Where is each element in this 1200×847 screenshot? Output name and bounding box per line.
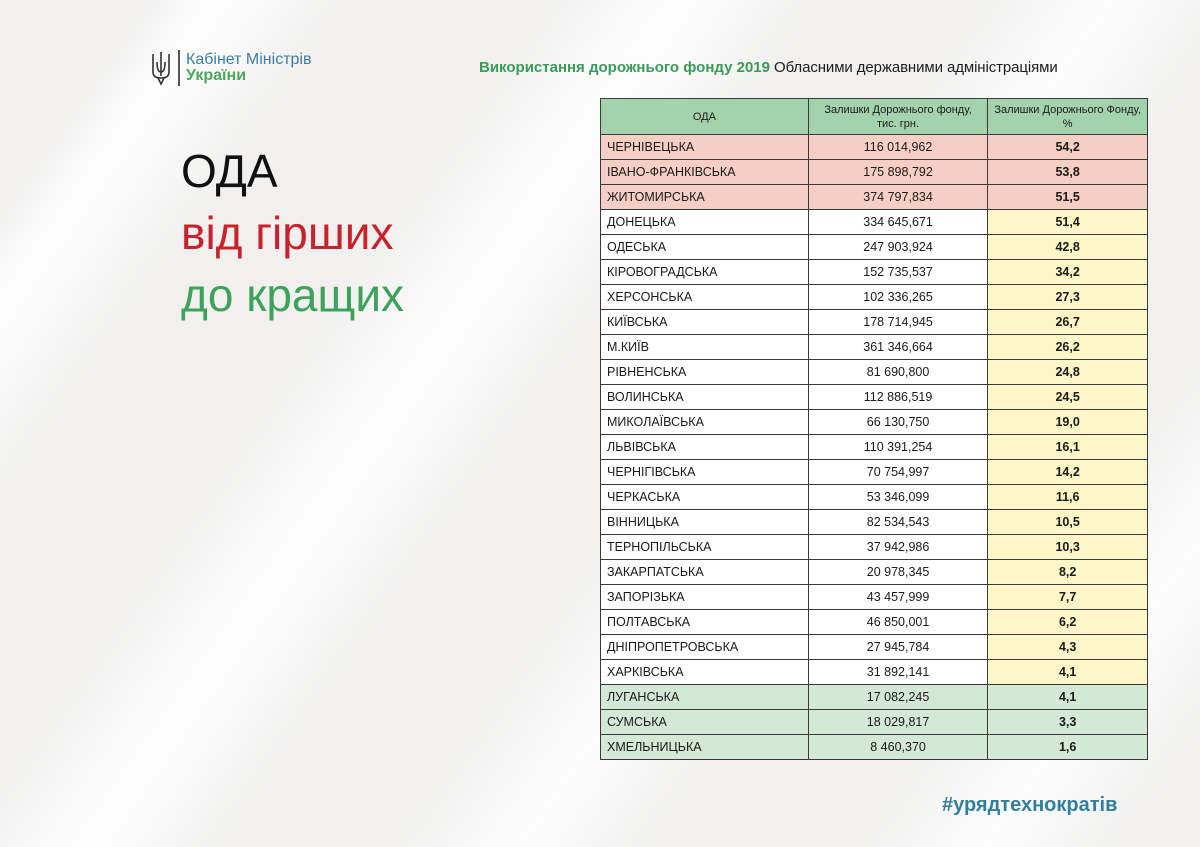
table-row xyxy=(601,635,1148,660)
balance-pct: 7,7 xyxy=(988,585,1148,610)
region-name: ЛЬВІВСЬКА xyxy=(601,435,809,460)
region-name: М.КИЇВ xyxy=(601,335,809,360)
table-row xyxy=(601,535,1148,560)
header-balance-pct: Залишки Дорожнього Фонду, % xyxy=(988,99,1148,135)
balance-uah: 247 903,924 xyxy=(808,235,988,260)
balance-uah: 8 460,370 xyxy=(808,735,988,760)
balance-pct: 11,6 xyxy=(988,485,1148,510)
region-name: ВОЛИНСЬКА xyxy=(601,385,809,410)
region-name: ХМЕЛЬНИЦЬКА xyxy=(601,735,809,760)
headline-best: до кращих xyxy=(181,269,405,321)
table-row xyxy=(601,360,1148,385)
region-name: ХАРКІВСЬКА xyxy=(601,660,809,685)
table-row xyxy=(601,410,1148,435)
balance-uah: 112 886,519 xyxy=(808,385,988,410)
balance-pct: 51,4 xyxy=(988,210,1148,235)
balance-uah: 361 346,664 xyxy=(808,335,988,360)
region-name: КИЇВСЬКА xyxy=(601,310,809,335)
table-row xyxy=(601,735,1148,760)
logo-line1: Кабінет Міністрів xyxy=(186,51,312,68)
balance-pct: 24,5 xyxy=(988,385,1148,410)
region-name: ЖИТОМИРСЬКА xyxy=(601,185,809,210)
balance-uah: 152 735,537 xyxy=(808,260,988,285)
balance-pct: 54,2 xyxy=(988,135,1148,160)
logo-line2: України xyxy=(186,67,247,84)
balance-pct: 27,3 xyxy=(988,285,1148,310)
table-row xyxy=(601,160,1148,185)
balance-uah: 102 336,265 xyxy=(808,285,988,310)
table-row xyxy=(601,560,1148,585)
balance-pct: 26,2 xyxy=(988,335,1148,360)
region-name: ВІННИЦЬКА xyxy=(601,510,809,535)
table-row xyxy=(601,260,1148,285)
table-row xyxy=(601,585,1148,610)
balance-uah: 20 978,345 xyxy=(808,560,988,585)
table-row xyxy=(601,710,1148,735)
balance-pct: 1,6 xyxy=(988,735,1148,760)
hashtag: #урядтехнократів xyxy=(942,794,1118,816)
table-row xyxy=(601,235,1148,260)
region-name: ЧЕРНІГІВСЬКА xyxy=(601,460,809,485)
table-row xyxy=(601,185,1148,210)
balance-uah: 175 898,792 xyxy=(808,160,988,185)
balance-pct: 34,2 xyxy=(988,260,1148,285)
cabinet-logo xyxy=(150,50,311,86)
balance-uah: 334 645,671 xyxy=(808,210,988,235)
balance-uah: 17 082,245 xyxy=(808,685,988,710)
region-name: ПОЛТАВСЬКА xyxy=(601,610,809,635)
table-row xyxy=(601,610,1148,635)
region-name: ЛУГАНСЬКА xyxy=(601,685,809,710)
table-row xyxy=(601,510,1148,535)
region-name: ЧЕРНІВЕЦЬКА xyxy=(601,135,809,160)
logo-divider xyxy=(178,50,180,86)
table-row xyxy=(601,685,1148,710)
region-name: ДНІПРОПЕТРОВСЬКА xyxy=(601,635,809,660)
balance-pct: 8,2 xyxy=(988,560,1148,585)
balance-uah: 110 391,254 xyxy=(808,435,988,460)
region-name: ДОНЕЦЬКА xyxy=(601,210,809,235)
region-name: МИКОЛАЇВСЬКА xyxy=(601,410,809,435)
table-row xyxy=(601,460,1148,485)
region-name: КІРОВОГРАДСЬКА xyxy=(601,260,809,285)
balance-uah: 46 850,001 xyxy=(808,610,988,635)
balance-uah: 31 892,141 xyxy=(808,660,988,685)
balance-pct: 4,1 xyxy=(988,660,1148,685)
balance-uah: 37 942,986 xyxy=(808,535,988,560)
balance-pct: 16,1 xyxy=(988,435,1148,460)
balance-pct: 24,8 xyxy=(988,360,1148,385)
balance-pct: 26,7 xyxy=(988,310,1148,335)
region-name: ЗАПОРІЗЬКА xyxy=(601,585,809,610)
region-name: ЗАКАРПАТСЬКА xyxy=(601,560,809,585)
balance-pct: 53,8 xyxy=(988,160,1148,185)
trident-icon xyxy=(150,50,172,86)
table-row xyxy=(601,335,1148,360)
region-name: ОДЕСЬКА xyxy=(601,235,809,260)
headline xyxy=(181,140,404,326)
table-row xyxy=(601,660,1148,685)
region-name: СУМСЬКА xyxy=(601,710,809,735)
balance-pct: 10,3 xyxy=(988,535,1148,560)
region-name: РІВНЕНСЬКА xyxy=(601,360,809,385)
balance-uah: 43 457,999 xyxy=(808,585,988,610)
table-row xyxy=(601,285,1148,310)
table-row xyxy=(601,385,1148,410)
balance-uah: 81 690,800 xyxy=(808,360,988,385)
header-oda: ОДА xyxy=(601,99,809,135)
balance-pct: 6,2 xyxy=(988,610,1148,635)
headline-worst: від гірших xyxy=(181,207,394,259)
balance-uah: 66 130,750 xyxy=(808,410,988,435)
balance-pct: 51,5 xyxy=(988,185,1148,210)
balance-uah: 27 945,784 xyxy=(808,635,988,660)
balance-pct: 4,3 xyxy=(988,635,1148,660)
balance-uah: 374 797,834 xyxy=(808,185,988,210)
balance-uah: 116 014,962 xyxy=(808,135,988,160)
region-name: ЧЕРКАСЬКА xyxy=(601,485,809,510)
headline-oda: ОДА xyxy=(181,145,278,197)
balance-pct: 4,1 xyxy=(988,685,1148,710)
balance-pct: 42,8 xyxy=(988,235,1148,260)
table-header-row xyxy=(601,99,1148,135)
table-row xyxy=(601,210,1148,235)
oda-table xyxy=(600,98,1148,760)
table-row xyxy=(601,435,1148,460)
table-row xyxy=(601,310,1148,335)
region-name: ІВАНО-ФРАНКІВСЬКА xyxy=(601,160,809,185)
balance-pct: 3,3 xyxy=(988,710,1148,735)
balance-pct: 10,5 xyxy=(988,510,1148,535)
title-dark: Обласними державними адміністраціями xyxy=(769,59,1058,76)
header-balance-uah: Залишки Дорожнього фонду, тис. грн. xyxy=(808,99,988,135)
balance-pct: 19,0 xyxy=(988,410,1148,435)
region-name: ТЕРНОПІЛЬСЬКА xyxy=(601,535,809,560)
table-row xyxy=(601,135,1148,160)
balance-uah: 70 754,997 xyxy=(808,460,988,485)
region-name: ХЕРСОНСЬКА xyxy=(601,285,809,310)
balance-uah: 18 029,817 xyxy=(808,710,988,735)
balance-uah: 82 534,543 xyxy=(808,510,988,535)
title-green: Використання дорожнього фонду 2019 xyxy=(479,59,770,76)
balance-uah: 53 346,099 xyxy=(808,485,988,510)
table-row xyxy=(601,485,1148,510)
balance-pct: 14,2 xyxy=(988,460,1148,485)
balance-uah: 178 714,945 xyxy=(808,310,988,335)
page-title xyxy=(479,59,1058,76)
